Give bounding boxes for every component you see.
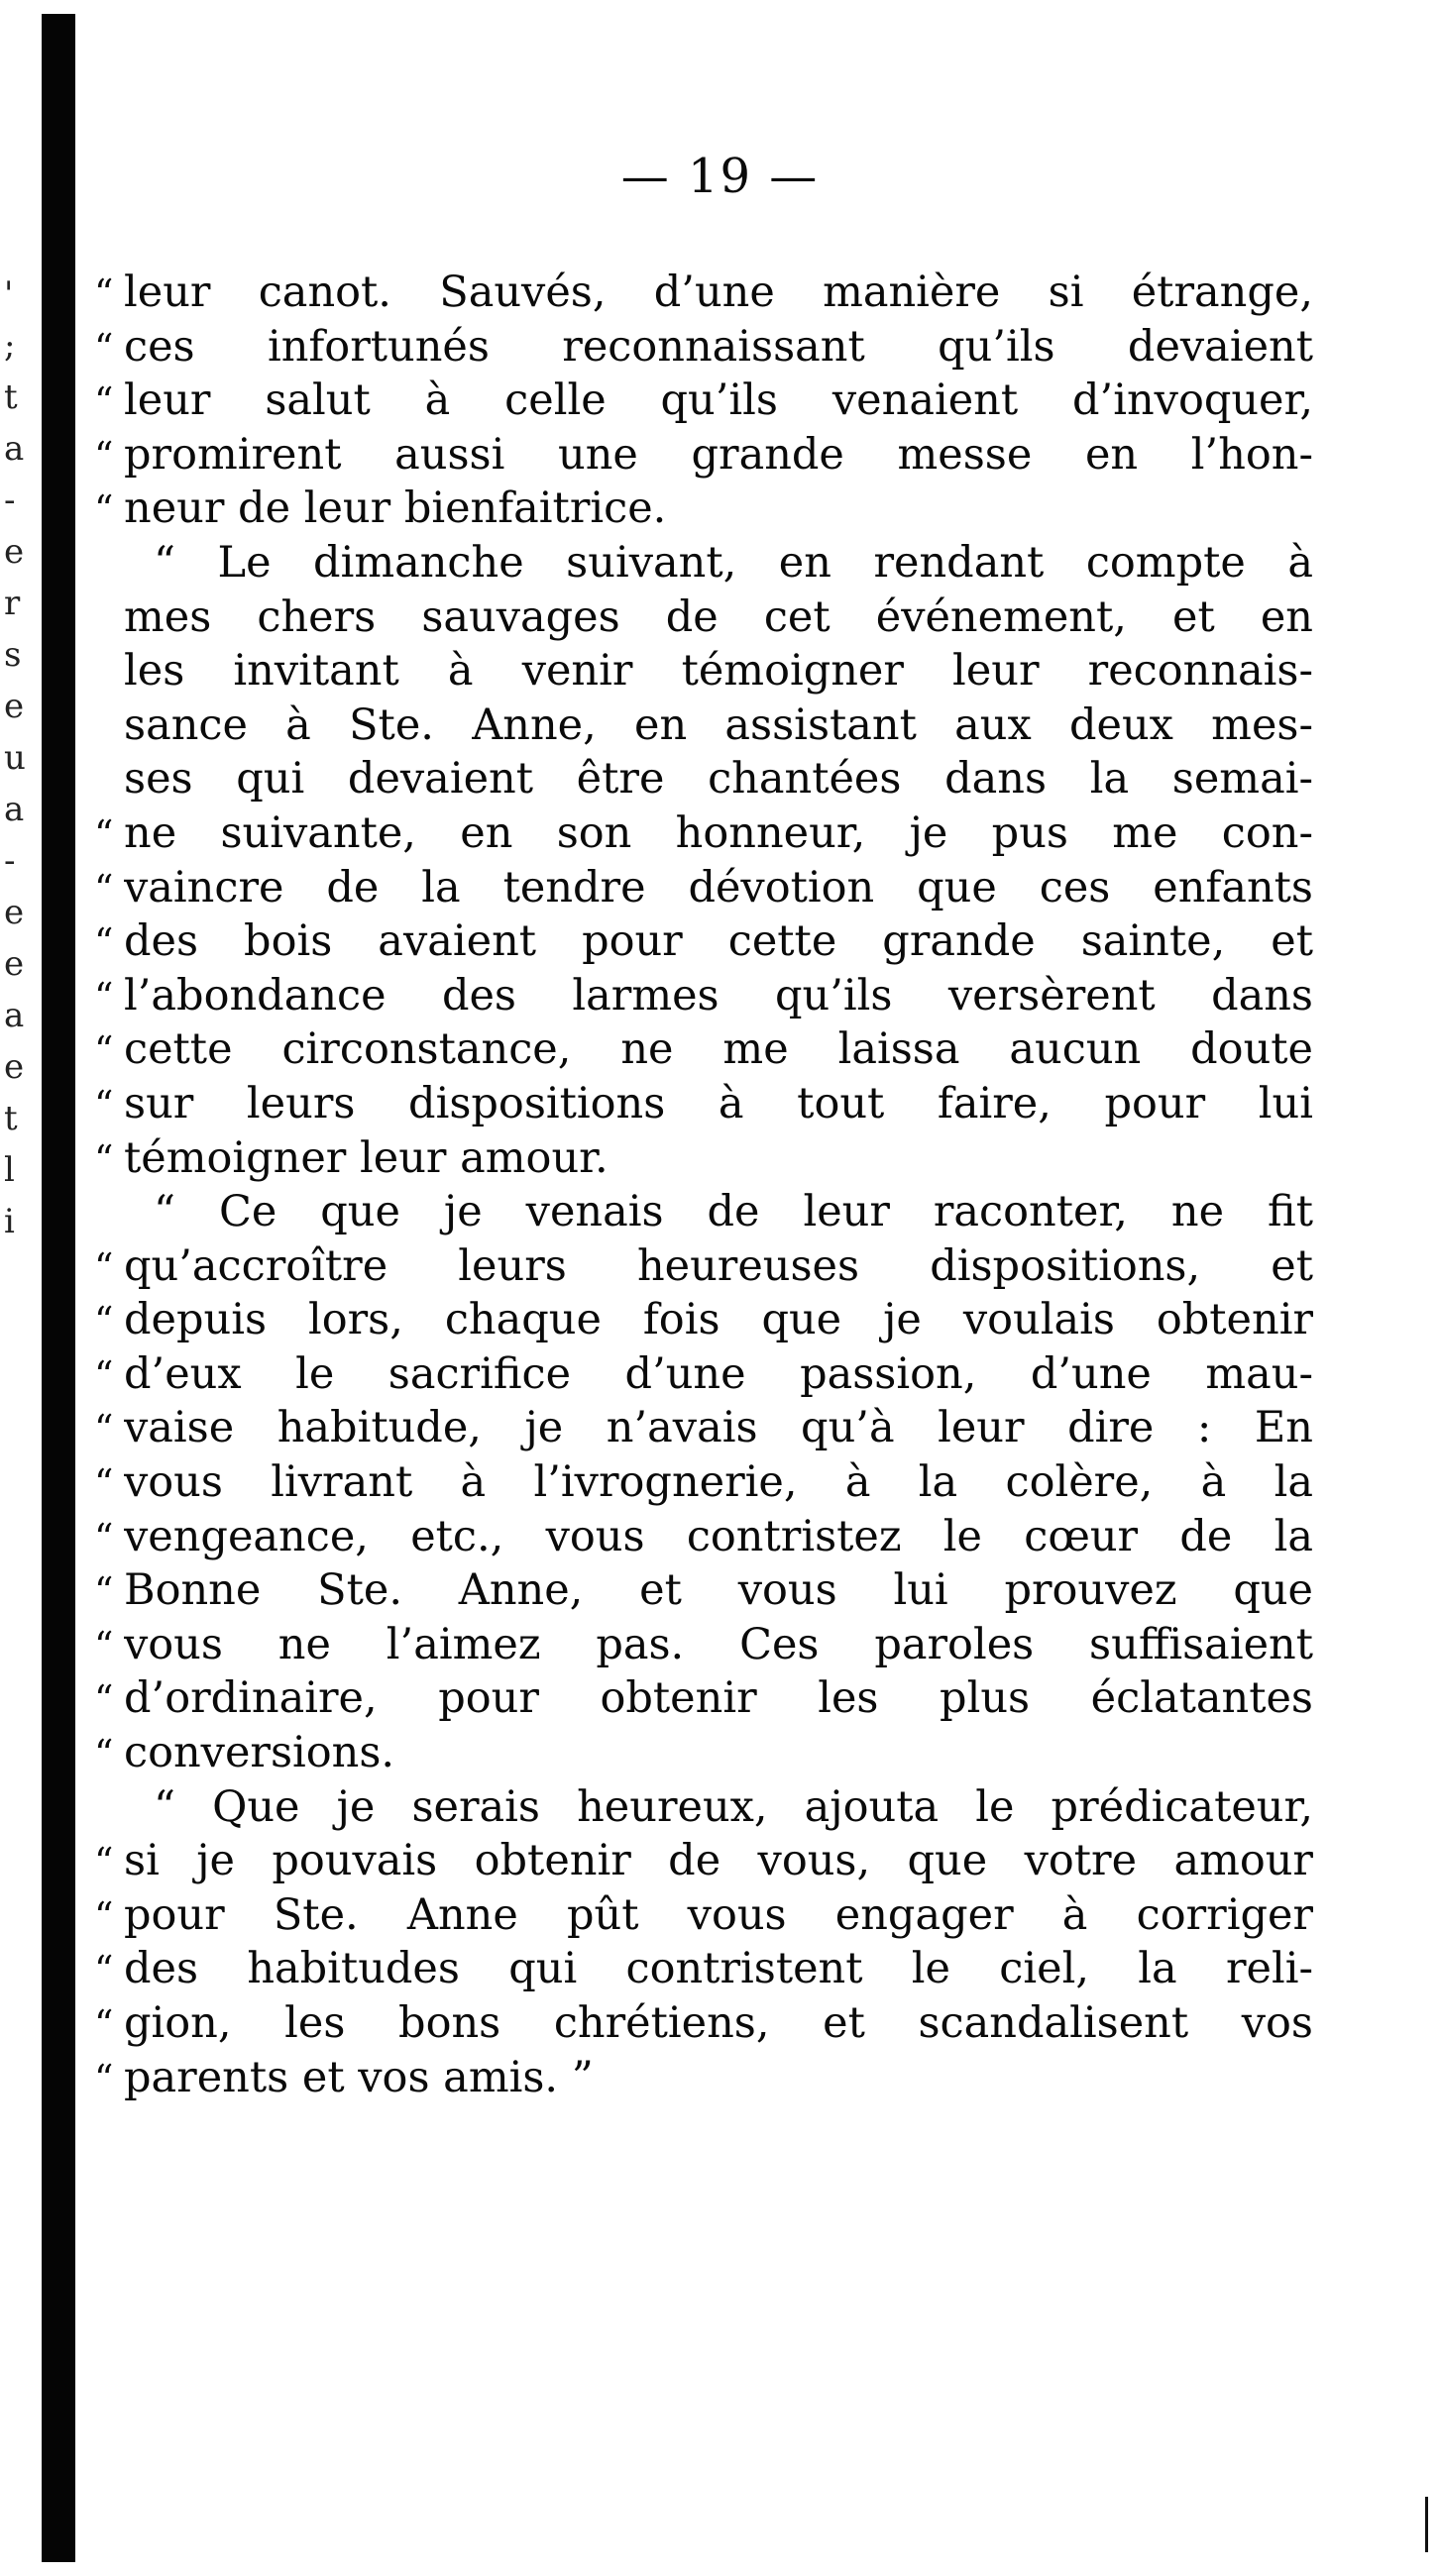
text-line (94, 536, 1313, 590)
edge-fragment: e (4, 944, 25, 984)
text-line (94, 1996, 1313, 2051)
line-text: témoigner leur amour. (124, 1132, 609, 1183)
quote-mark: “ (94, 2056, 114, 2100)
line-text: si je pouvais obtenir de vous, que votre amour (124, 1836, 1313, 1886)
edge-fragment: l (4, 1150, 15, 1190)
text-line (94, 752, 1313, 806)
quote-mark: “ (94, 2002, 114, 2046)
quote-mark: “ (94, 1461, 114, 1506)
text-line (94, 1022, 1313, 1077)
edge-fragment: - (4, 841, 16, 881)
edge-fragment: ' (4, 274, 14, 314)
line-text: vous livrant à l’ivrognerie, à la colère, à la (124, 1457, 1313, 1508)
text-line (94, 644, 1313, 698)
line-text: les invitant à venir témoigner leur reconnais- (124, 646, 1313, 697)
edge-fragment: e (4, 532, 25, 572)
text-line (94, 698, 1313, 753)
line-text: vengeance, etc., vous contristez le cœur de la (124, 1511, 1313, 1561)
line-text: des bois avaient pour cette grande sainte, et (124, 916, 1313, 967)
text-line (94, 1185, 1313, 1239)
line-text: “ Le dimanche suivant, en rendant compte à (154, 537, 1313, 588)
quote-mark: “ (94, 1299, 114, 1343)
edge-fragment: e (4, 893, 25, 932)
right-margin-mark (1425, 2497, 1428, 2552)
line-text: d’ordinaire, pour obtenir les plus éclatantes (124, 1673, 1313, 1724)
edge-fragment: i (4, 1202, 15, 1241)
line-text: l’abondance des larmes qu’ils versèrent dans (124, 970, 1313, 1020)
quote-mark: “ (94, 271, 114, 315)
quote-mark: “ (94, 974, 114, 1019)
quote-mark: “ (94, 1352, 114, 1397)
text-line (94, 1888, 1313, 1943)
text-line (94, 1293, 1313, 1347)
text-line (94, 1726, 1313, 1780)
text-line (94, 806, 1313, 861)
edge-fragment: e (4, 1047, 25, 1087)
quote-mark: “ (94, 1569, 114, 1614)
line-text: ses qui devaient être chantées dans la semai- (124, 754, 1313, 805)
edge-fragment: ; (4, 326, 16, 366)
text-line (94, 1834, 1313, 1888)
line-text: neur de leur bienfaitrice. (124, 483, 667, 534)
text-line (94, 1131, 1313, 1186)
edge-fragment: a (4, 790, 25, 829)
quote-mark: “ (94, 1082, 114, 1127)
text-line (94, 1401, 1313, 1455)
text-line (94, 1618, 1313, 1672)
quote-mark: “ (94, 1407, 114, 1451)
edge-fragment: - (4, 481, 16, 520)
quote-mark: “ (94, 811, 114, 856)
line-text: Bonne Ste. Anne, et vous lui prouvez que (124, 1565, 1313, 1616)
left-edge-fragments (0, 0, 40, 2576)
line-text: depuis lors, chaque fois que je voulais obtenir (124, 1295, 1313, 1345)
line-text: ces infortunés reconnaissant qu’ils devaient (124, 321, 1313, 372)
edge-fragment: t (4, 1099, 18, 1138)
text-line (94, 1671, 1313, 1726)
text-line (94, 590, 1313, 645)
quote-mark: “ (94, 1515, 114, 1559)
line-text: pour Ste. Anne pût vous engager à corriger (124, 1889, 1313, 1940)
quote-mark: “ (94, 1840, 114, 1884)
edge-fragment: e (4, 687, 25, 726)
line-text: leur salut à celle qu’ils venaient d’invoquer, (124, 376, 1313, 426)
line-text: conversions. (124, 1728, 395, 1778)
edge-fragment: s (4, 635, 22, 675)
page-number: — 19 — (620, 149, 820, 204)
quote-mark: “ (94, 379, 114, 424)
line-text: sance à Ste. Anne, en assistant aux deux mes- (124, 699, 1313, 750)
text-line (94, 1239, 1313, 1294)
text-line (94, 1077, 1313, 1131)
text-line (94, 482, 1313, 536)
line-text: sur leurs dispositions à tout faire, pour lui (124, 1078, 1313, 1128)
text-line (94, 1455, 1313, 1510)
text-line (94, 1942, 1313, 1996)
line-text: qu’accroître leurs heureuses dispositions, et (124, 1240, 1313, 1291)
text-line (94, 2051, 1313, 2105)
quote-mark: “ (94, 866, 114, 911)
line-text: “ Ce que je venais de leur raconter, ne fit (154, 1187, 1313, 1237)
quote-mark: “ (94, 1028, 114, 1073)
line-text: promirent aussi une grande messe en l’hon- (124, 429, 1313, 480)
text-line (94, 1780, 1313, 1835)
body-text (94, 266, 1313, 2104)
quote-mark: “ (94, 487, 114, 532)
edge-fragment: t (4, 377, 18, 417)
line-text: cette circonstance, ne me laissa aucun doute (124, 1024, 1313, 1075)
line-text: leur canot. Sauvés, d’une manière si étrange, (124, 268, 1313, 317)
text-line (94, 428, 1313, 483)
binding-edge (42, 14, 75, 2562)
quote-mark: “ (94, 920, 114, 965)
quote-mark: “ (94, 325, 114, 370)
quote-mark: “ (94, 1893, 114, 1938)
line-text: des habitudes qui contristent le ciel, la reli- (124, 1944, 1313, 1994)
edge-fragment: u (4, 738, 26, 778)
quote-mark: “ (94, 433, 114, 478)
text-line (94, 969, 1313, 1023)
quote-mark: “ (94, 1948, 114, 1992)
line-text: gion, les bons chrétiens, et scandalisent vos (124, 1998, 1313, 2048)
text-line (94, 1563, 1313, 1618)
line-text: parents et vos amis. ” (124, 2052, 594, 2102)
edge-fragment: a (4, 996, 25, 1035)
text-line (94, 861, 1313, 915)
edge-fragment: a (4, 429, 25, 469)
line-text: ne suivante, en son honneur, je pus me con- (124, 807, 1313, 858)
quote-mark: “ (94, 1136, 114, 1181)
line-text: mes chers sauvages de cet événement, et en (124, 591, 1313, 642)
line-text: d’eux le sacrifice d’une passion, d’une mau- (124, 1348, 1313, 1399)
text-line (94, 320, 1313, 375)
quote-mark: “ (94, 1732, 114, 1776)
edge-fragment: r (4, 584, 21, 623)
line-text: vous ne l’aimez pas. Ces paroles suffisaient (124, 1619, 1313, 1669)
text-line (94, 266, 1313, 320)
quote-mark: “ (94, 1623, 114, 1667)
text-line (94, 914, 1313, 969)
text-line (94, 1510, 1313, 1564)
quote-mark: “ (94, 1244, 114, 1289)
text-line (94, 1347, 1313, 1402)
line-text: vaincre de la tendre dévotion que ces enfants (124, 862, 1313, 912)
line-text: “ Que je serais heureux, ajouta le prédicateur, (154, 1781, 1313, 1832)
text-line (94, 374, 1313, 428)
line-text: vaise habitude, je n’avais qu’à leur dire : En (124, 1403, 1313, 1453)
quote-mark: “ (94, 1677, 114, 1722)
